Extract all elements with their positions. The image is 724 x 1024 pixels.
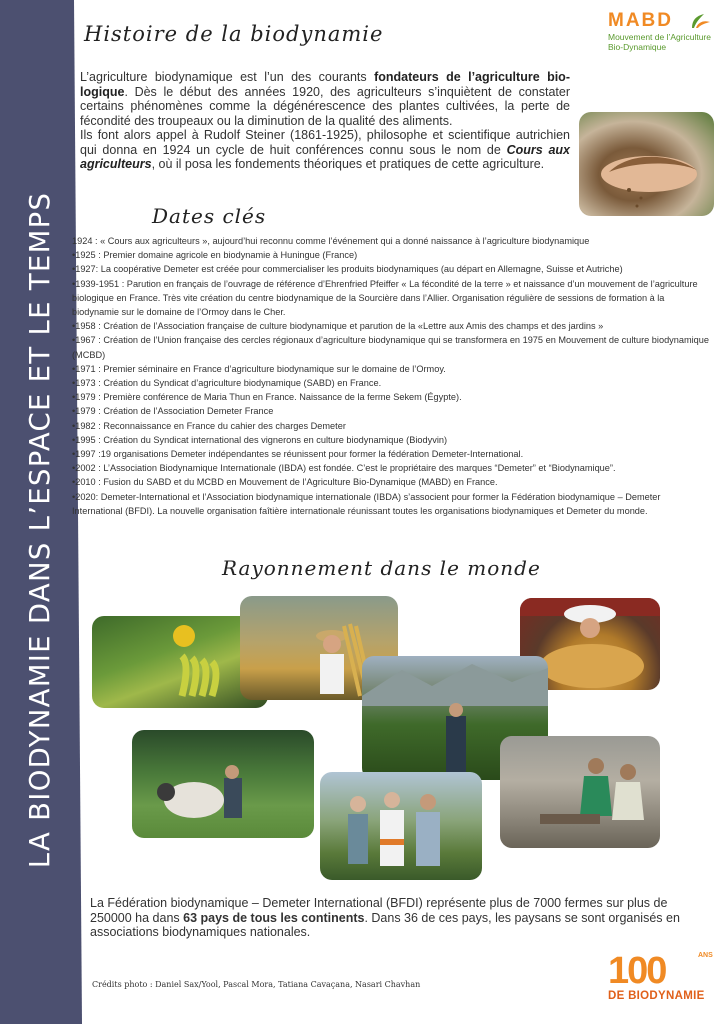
rayonnement-post: . Dans 36 de ces pays, les paysans se sont organisés en associations biodynamiques nationales. — [90, 910, 680, 939]
section-title-dates: Dates clés — [152, 204, 267, 228]
histoire-p2-bold: Cours aux agriculteurs — [80, 142, 570, 171]
date-item: •1925 : Premier domaine agricole en biodynamie à Huningue (France) — [72, 250, 358, 261]
rayonnement-bold: 63 pays de tous les continents — [183, 910, 365, 925]
photo-credits: Crédits photo : Daniel Sax/Yool, Pascal Mora, Tatiana Cavaçana, Nasari Chavhan — [92, 980, 421, 989]
mabd-logo — [608, 10, 718, 52]
section-title-histoire: Histoire de la biodynamie — [84, 22, 384, 46]
date-item: •1958 : Création de l’Association française de culture biodynamique et parution de la «Lettre aux Amis des champs et des jardins » — [72, 321, 604, 332]
rayonnement-pre: La Fédération biodynamique – Demeter International (BFDI) représente plus de 7000 fermes sur plus de 250000 ha dans — [90, 896, 668, 925]
photo-farmers — [320, 772, 482, 880]
date-item: •1995 : Création du Syndicat international des vignerons en culture biodynamique (Biodyvin) — [72, 434, 448, 445]
histoire-p1-post: . Dès le début des années 1920, des agriculteurs s’inquiètent de constater certains phénomènes comme la dégénérescence des plantes cultivées, la perte de fécondité des troupeaux ou la diminution de la qualité des aliments. — [80, 84, 570, 128]
photo-workers — [500, 736, 660, 848]
date-item: •1979 : Création de l’Association Demeter France — [72, 406, 274, 417]
mabd-logo-name: MABD — [608, 10, 673, 31]
histoire-text — [80, 70, 570, 172]
date-item: •1971 : Premier séminaire en France d’agriculture biodynamique sur le domaine de l’Ormoy. — [72, 363, 446, 374]
date-item: •1997 :19 organisations Demeter indépendantes se réunissent pour former la fédération Demeter-International. — [72, 449, 524, 460]
date-item: •2010 : Fusion du SABD et du MCBD en Mouvement de l’Agriculture Bio-Dynamique (MABD) en France. — [72, 477, 498, 488]
histoire-p1-pre: L’agriculture biodynamique est l’un des courants — [80, 70, 375, 84]
date-item: •1979 : Première conférence de Maria Thun en France. Naissance de la ferme Sekem (Égypte). — [72, 392, 462, 403]
histoire-p2-pre: Ils font alors appel à Rudolf Steiner (1861-1925), philosophe et scientifique autrichien qui donna en 1924 un cycle de huit conférences connu sous le nom de — [80, 128, 570, 157]
date-item: •1982 : Reconnaissance en France du cahier des charges Demeter — [72, 420, 346, 431]
date-item: •1939-1951 : Parution en français de l’ouvrage de référence d’Ehrenfried Pfeiffer « La fécondité de la terre » et naissance d’un mouvement de l’agriculture biologique en France. Très vite création du centre biodynamique de la Sourcière dans l’Allier. Organisation régulière de sessions de formation à la biodynamie sur le domaine de l’Ormoy dans le Cher. — [72, 278, 698, 318]
vertical-title: LA BIODYNAMIE DANS L’ESPACE ET LE TEMPS — [24, 191, 56, 869]
date-item: •1973 : Création du Syndicat d’agriculture biodynamique (SABD) en France. — [72, 378, 382, 389]
date-item: 1924 : « Cours aux agriculteurs », aujourd’hui reconnu comme l’événement qui a donné naissance à l’agriculture biodynamique — [72, 236, 590, 246]
section-title-rayonnement: Rayonnement dans le monde — [222, 556, 541, 580]
date-item: •1927: La coopérative Demeter est créée pour commercialiser les produits biodynamiques (au départ en Allemagne, Suisse et Autriche) — [72, 264, 623, 275]
date-item: •2002 : L’Association Biodynamique Internationale (IBDA) est fondée. C’est le propriétaire des marques “Demeter” et “Biodynamique”. — [72, 463, 616, 474]
histoire-p1-bold: fondateurs de l’agriculture biologique — [80, 70, 570, 99]
date-item: •2020: Demeter-International et l’Association biodynamique internationale (IBDA) s’associent pour former la Fédération biodynamique – Demeter International (BFDI). La nouvelle organisation faîtière internationale réunissant toutes les organisations biodynamiques et Demeter du monde. — [72, 491, 661, 516]
mabd-logo-line2: Bio-Dynamique — [608, 42, 667, 52]
sprout-icon — [686, 10, 712, 30]
photo-sheep — [132, 730, 314, 838]
logo-100-ans — [606, 950, 712, 1004]
logo-100-ans-label: ANS — [698, 952, 713, 959]
histoire-p2-post: , où il posa les fondements théoriques et pratiques de cette agriculture. — [151, 157, 545, 171]
logo-100-label: DE BIODYNAMIE — [608, 990, 705, 1002]
date-item: •1967 : Création de l’Union française des cercles régionaux d’agriculture biodynamique qui se transformera en 1975 en Mouvement de culture biodynamique (MCBD) — [72, 335, 710, 360]
photo-hand-soil — [579, 112, 714, 216]
mabd-logo-line1: Mouvement de l’Agriculture — [608, 32, 711, 42]
dates-list — [72, 234, 712, 518]
logo-100-number: 100 — [608, 950, 666, 992]
rayonnement-text — [90, 896, 708, 940]
